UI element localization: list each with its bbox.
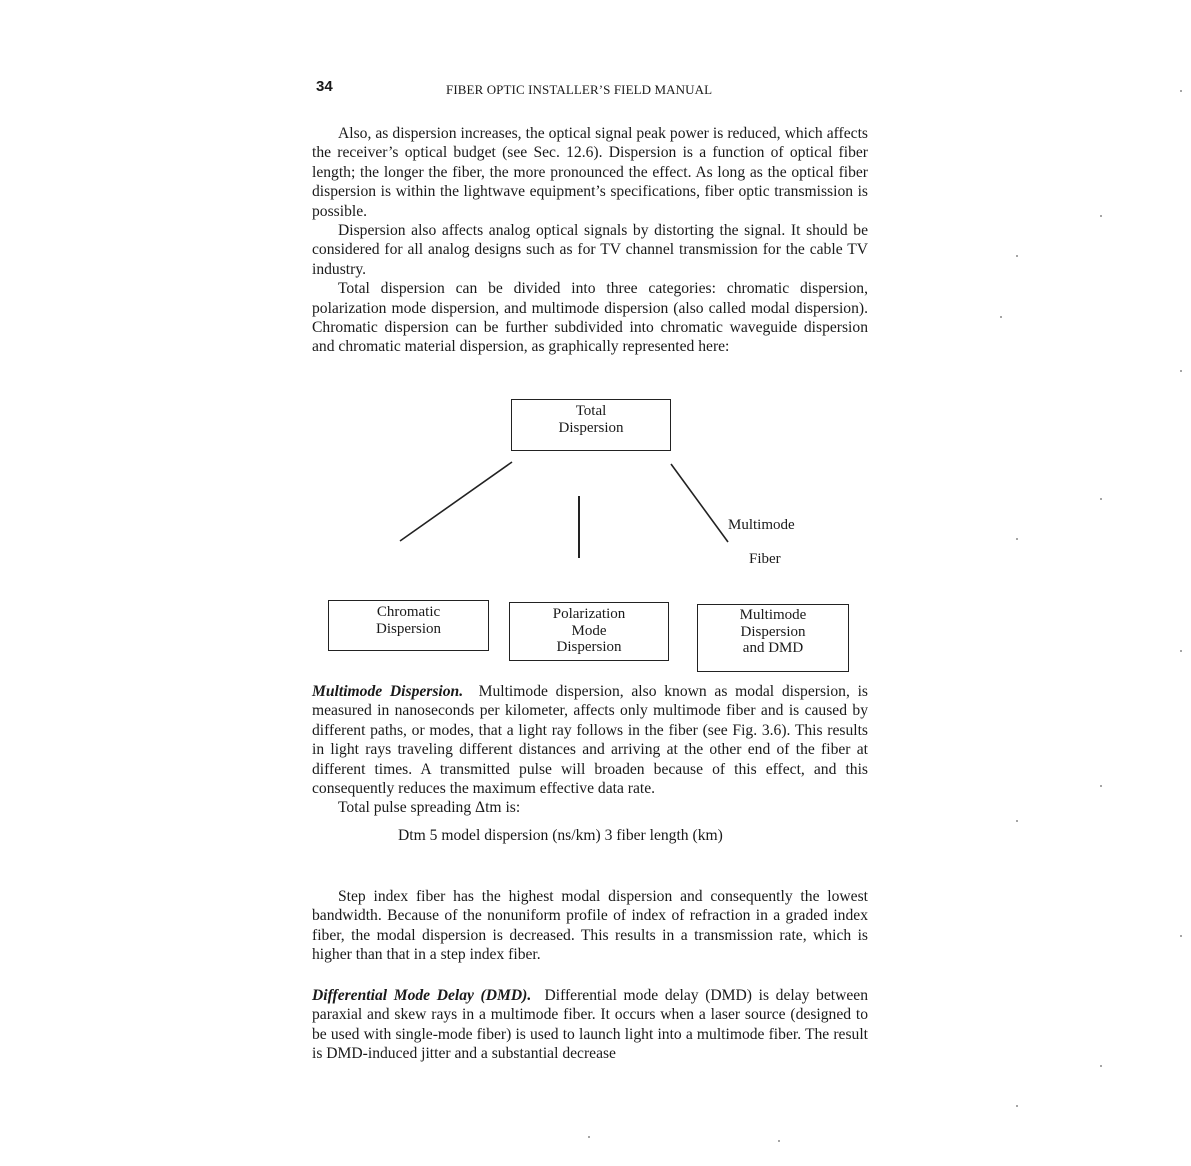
box-label: Total (575, 403, 607, 419)
paragraph (312, 986, 868, 1064)
box-label: Chromatic (376, 604, 441, 620)
section-heading: Differential Mode Delay (DMD). (312, 987, 532, 1004)
box-label: Polarization (552, 606, 626, 622)
section-heading: Multimode Dispersion. (312, 683, 464, 700)
formula: Dtm 5 model dispersion (ns/km) 3 fiber length (km) (398, 826, 723, 844)
paragraph (312, 682, 868, 798)
paragraph-text: Differential mode delay (DMD) is delay between paraxial and skew rays in a multimode fiber. It occurs when a laser source (designed to be used with single-mode fiber) is used to launch light into a multimode fiber. The result is DMD-induced jitter and a substantial decrease (312, 987, 868, 1063)
multimode-section (312, 682, 868, 845)
page-number: 34 (316, 78, 333, 95)
paragraph-text: Multimode dispersion, also known as modal dispersion, is measured in nanoseconds per kilometer, affects only multimode fiber and is caused by different paths, or modes, that a light ray follows in the fiber (see Fig. 3.6). This results in light rays traveling different distances and arriving at the other end of the fiber at different times. A transmitted pulse will broaden because of this effect, and this consequently reduces the maximum effective data rate. (312, 683, 868, 798)
box-label: Dispersion (556, 639, 622, 655)
paragraph: Dispersion also affects analog optical signals by distorting the signal. It should be considered for all analog designs such as for TV channel transmission for the cable TV industry. (312, 222, 868, 278)
box-label: Multimode (739, 607, 807, 623)
paragraph: Total pulse spreading Δtm is: (338, 799, 521, 817)
step-index-text (312, 887, 868, 965)
running-title: FIBER OPTIC INSTALLER’S FIELD MANUAL (446, 82, 713, 97)
polarization-mode-dispersion-box (509, 602, 669, 661)
branch-label-fiber: Fiber (749, 551, 781, 567)
box-label: Dispersion (740, 623, 806, 640)
connector-line-left (400, 462, 512, 541)
multimode-dispersion-box (697, 604, 849, 672)
total-dispersion-box (511, 399, 671, 451)
box-label: Mode (571, 622, 607, 639)
paragraph: Also, as dispersion increases, the optical signal peak power is reduced, which affects the receiver’s optical budget (see Sec. 12.6). Dispersion is a function of optical fiber length; the longer the fiber, the more pronounced the effect. As long as the optical fiber dispersion is within the lightwave equipment’s specifications, fiber optic transmission is possible. (312, 125, 868, 220)
box-label: Dispersion (558, 419, 624, 436)
connector-line-right (671, 464, 728, 542)
paragraph: Total dispersion can be divided into three categories: chromatic dispersion, polarization mode dispersion, and multimode dispersion (also called modal dispersion). Chromatic dispersion can be further subdivided into chromatic waveguide dispersion and chromatic material dispersion, as graphically represented here: (312, 280, 868, 356)
intro-text (312, 124, 868, 357)
chromatic-dispersion-box (328, 600, 489, 651)
paragraph: Step index fiber has the highest modal dispersion and consequently the lowest bandwidth. Because of the nonuniform profile of index of refraction in a graded index fiber, the modal dispersion is decreased. This results in a transmission rate, which is higher than that in a step index fiber. (312, 888, 868, 964)
dmd-section (312, 986, 868, 1064)
branch-label-multimode: Multimode (728, 517, 795, 533)
box-label: Dispersion (376, 620, 441, 637)
box-label: and DMD (742, 640, 804, 656)
